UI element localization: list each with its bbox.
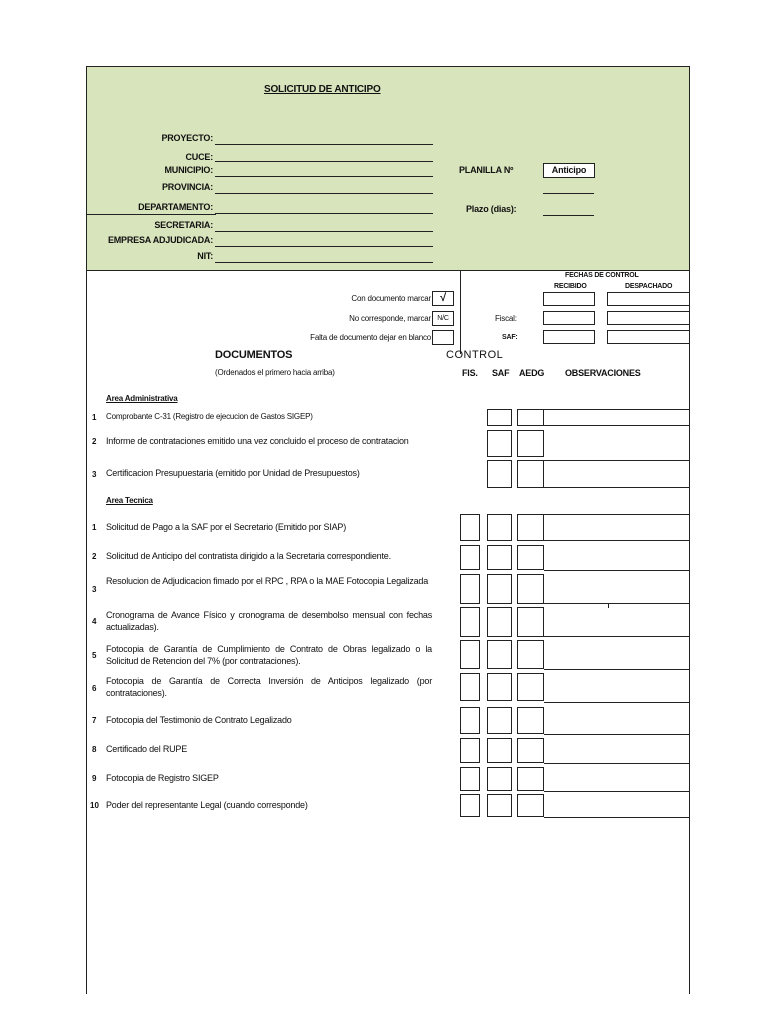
col-aedg: AEDG <box>519 368 545 378</box>
admin-item-num: 3 <box>92 470 97 479</box>
legend-con-doc: Con documento marcar <box>351 294 431 303</box>
admin-1-aedg-checkbox[interactable] <box>517 409 544 426</box>
planilla-value: Anticipo <box>543 163 595 178</box>
tecnica-1-aedg-checkbox[interactable] <box>517 514 544 541</box>
obs-line <box>544 514 690 515</box>
legend-falta-doc: Falta de documento dejar en blanco <box>310 333 431 342</box>
area-tecnica-title: Area Tecnica <box>106 496 153 505</box>
saf-despachado-box[interactable] <box>607 330 690 344</box>
tecnica-item-text: Fotocopia de Garantía de Cumplimiento de Contrato de Obras legalizado o la Solicitud de Retencion del 7% (por contrataciones). <box>106 644 432 666</box>
tecnica-5-fis-checkbox[interactable] <box>460 640 480 669</box>
tecnica-2-saf-checkbox[interactable] <box>487 545 512 570</box>
tecnica-7-aedg-checkbox[interactable] <box>517 707 544 734</box>
tecnica-4-fis-checkbox[interactable] <box>460 607 480 637</box>
tecnica-10-saf-checkbox[interactable] <box>487 794 512 817</box>
admin-3-aedg-checkbox[interactable] <box>517 460 544 488</box>
cuce-field[interactable] <box>215 161 433 162</box>
admin-item-text: Certificacion Presupuestaria (emitido por Unidad de Presupuestos) <box>106 468 360 478</box>
tecnica-item-text: Fotocopia de Garantía de Correcta Inversión de Anticipos legalizado (por contrataciones). <box>106 676 432 698</box>
tecnica-item-num: 3 <box>92 585 97 594</box>
tecnica-2-aedg-checkbox[interactable] <box>517 545 544 570</box>
cuce-label: CUCE: <box>185 152 213 162</box>
obs-line <box>544 734 690 735</box>
tecnica-6-aedg-checkbox[interactable] <box>517 673 544 701</box>
section-divider <box>86 214 216 215</box>
tecnica-9-fis-checkbox[interactable] <box>460 767 480 791</box>
obs-line <box>544 669 690 670</box>
tecnica-item-num: 5 <box>92 651 97 660</box>
tecnica-2-fis-checkbox[interactable] <box>460 545 480 570</box>
fiscal-despachado-box[interactable] <box>607 311 690 325</box>
area-admin-title: Area Administrativa <box>106 394 178 403</box>
admin-3-observaciones[interactable] <box>544 487 690 488</box>
tecnica-item-text: Certificado del RUPE <box>106 744 188 754</box>
legend-no-corresponde: No corresponde, marcar <box>349 314 431 323</box>
admin-item-num: 1 <box>92 413 97 422</box>
despachado-label: DESPACHADO <box>625 283 673 290</box>
obs-line <box>544 540 690 541</box>
empresa-field[interactable] <box>215 246 433 247</box>
empresa-label: EMPRESA ADJUDICADA: <box>107 235 213 245</box>
tecnica-5-saf-checkbox[interactable] <box>487 640 512 669</box>
admin-3-saf-checkbox[interactable] <box>487 460 512 488</box>
col-observaciones: OBSERVACIONES <box>565 368 641 378</box>
secretaria-field[interactable] <box>215 231 433 232</box>
tecnica-10-fis-checkbox[interactable] <box>460 794 480 817</box>
planilla-field-2[interactable] <box>543 193 594 194</box>
tecnica-8-aedg-checkbox[interactable] <box>517 738 544 763</box>
tecnica-5-aedg-checkbox[interactable] <box>517 640 544 669</box>
tecnica-1-fis-checkbox[interactable] <box>460 514 480 541</box>
tecnica-8-fis-checkbox[interactable] <box>460 738 480 763</box>
tecnica-item-num: 1 <box>92 523 97 532</box>
recibido-label: RECIBIDO <box>554 283 587 290</box>
tecnica-1-saf-checkbox[interactable] <box>487 514 512 541</box>
documentos-subtitle: (Ordenados el primero hacia arriba) <box>215 368 335 377</box>
nit-label: NIT: <box>197 251 213 261</box>
admin-2-observaciones[interactable] <box>544 425 690 461</box>
tecnica-item-text: Solicitud de Pago a la SAF por el Secretario (Emitido por SIAP) <box>106 522 347 532</box>
col-saf: SAF <box>492 368 510 378</box>
obs-line <box>544 763 690 764</box>
documentos-title: DOCUMENTOS <box>215 349 293 361</box>
tecnica-8-saf-checkbox[interactable] <box>487 738 512 763</box>
departamento-label: DEPARTAMENTO: <box>138 202 213 212</box>
secretaria-label: SECRETARIA: <box>154 220 213 230</box>
tecnica-item-num: 2 <box>92 552 97 561</box>
municipio-label: MUNICIPIO: <box>164 165 213 175</box>
fiscal-label: Fiscal: <box>495 314 517 323</box>
admin-1-observaciones[interactable] <box>544 409 690 426</box>
tecnica-4-aedg-checkbox[interactable] <box>517 607 544 637</box>
tecnica-item-text: Fotocopia del Testimonio de Contrato Legalizado <box>106 715 292 725</box>
obs-tick <box>608 603 609 608</box>
planilla-label: PLANILLA Nº <box>459 165 514 175</box>
admin-1-saf-checkbox[interactable] <box>487 409 512 426</box>
municipio-field[interactable] <box>215 176 433 177</box>
tecnica-item-num: 6 <box>92 684 97 693</box>
tecnica-9-aedg-checkbox[interactable] <box>517 767 544 791</box>
tecnica-10-aedg-checkbox[interactable] <box>517 794 544 817</box>
plazo-label: Plazo (dias): <box>466 204 517 214</box>
saf-recibido-box[interactable] <box>543 330 595 344</box>
saf-label: SAF: <box>502 334 518 341</box>
tecnica-item-text: Cronograma de Avance Físico y cronograma de desembolso mensual con fechas actualizadas). <box>106 610 432 632</box>
tecnica-3-aedg-checkbox[interactable] <box>517 574 544 604</box>
tecnica-item-text: Fotocopia de Registro SIGEP <box>106 773 219 783</box>
tecnica-6-saf-checkbox[interactable] <box>487 673 512 701</box>
legend-check-box: √ <box>432 291 454 306</box>
tecnica-item-num: 4 <box>92 617 97 626</box>
legend-nc-box: N/C <box>432 311 454 326</box>
departamento-field[interactable] <box>215 213 433 214</box>
fiscal-recibido-box[interactable] <box>543 311 595 325</box>
tecnica-item-text: Resolucion de Adjudicacion fimado por el RPC , RPA o la MAE Fotocopia Legalizada <box>106 576 429 586</box>
plazo-field[interactable] <box>543 215 594 216</box>
proyecto-label: PROYECTO: <box>161 133 213 143</box>
tecnica-item-text: Solicitud de Anticipo del contratista dirigido a la Secretaria correspondiente. <box>106 551 391 561</box>
obs-line <box>544 817 690 818</box>
obs-line <box>544 791 690 792</box>
obs-line <box>544 636 690 637</box>
control-title: CONTROL <box>446 349 504 361</box>
tecnica-item-text: Poder del representante Legal (cuando corresponde) <box>106 800 308 810</box>
obs-line <box>544 702 690 703</box>
obs-line <box>544 570 690 571</box>
provincia-label: PROVINCIA: <box>161 182 213 192</box>
tecnica-item-num: 7 <box>92 716 97 725</box>
despachado-box-1[interactable] <box>607 292 690 306</box>
tecnica-7-saf-checkbox[interactable] <box>487 707 512 734</box>
admin-item-text: Informe de contrataciones emitido una vez concluido el proceso de contratacion <box>106 436 409 446</box>
fechas-title: FECHAS DE CONTROL <box>565 272 639 279</box>
admin-item-num: 2 <box>92 437 97 446</box>
tecnica-3-saf-checkbox[interactable] <box>487 574 512 604</box>
proyecto-field[interactable] <box>215 144 433 145</box>
admin-2-aedg-checkbox[interactable] <box>517 430 544 457</box>
tecnica-7-fis-checkbox[interactable] <box>460 707 480 734</box>
nit-field[interactable] <box>215 262 433 263</box>
col-fis: FIS. <box>462 368 478 378</box>
tecnica-3-fis-checkbox[interactable] <box>460 574 480 604</box>
form-title: SOLICITUD DE ANTICIPO <box>264 84 381 95</box>
tecnica-6-fis-checkbox[interactable] <box>460 673 480 701</box>
recibido-box-1[interactable] <box>543 292 595 306</box>
tecnica-item-num: 8 <box>92 745 97 754</box>
legend-blank-box <box>432 330 454 345</box>
tecnica-item-num: 10 <box>90 801 99 810</box>
fechas-divider <box>460 271 461 354</box>
admin-2-saf-checkbox[interactable] <box>487 430 512 457</box>
tecnica-4-saf-checkbox[interactable] <box>487 607 512 637</box>
obs-line <box>544 603 690 604</box>
tecnica-item-num: 9 <box>92 774 97 783</box>
tecnica-9-saf-checkbox[interactable] <box>487 767 512 791</box>
admin-item-text: Comprobante C-31 (Registro de ejecucion de Gastos SIGEP) <box>106 412 313 421</box>
provincia-field[interactable] <box>215 193 433 194</box>
